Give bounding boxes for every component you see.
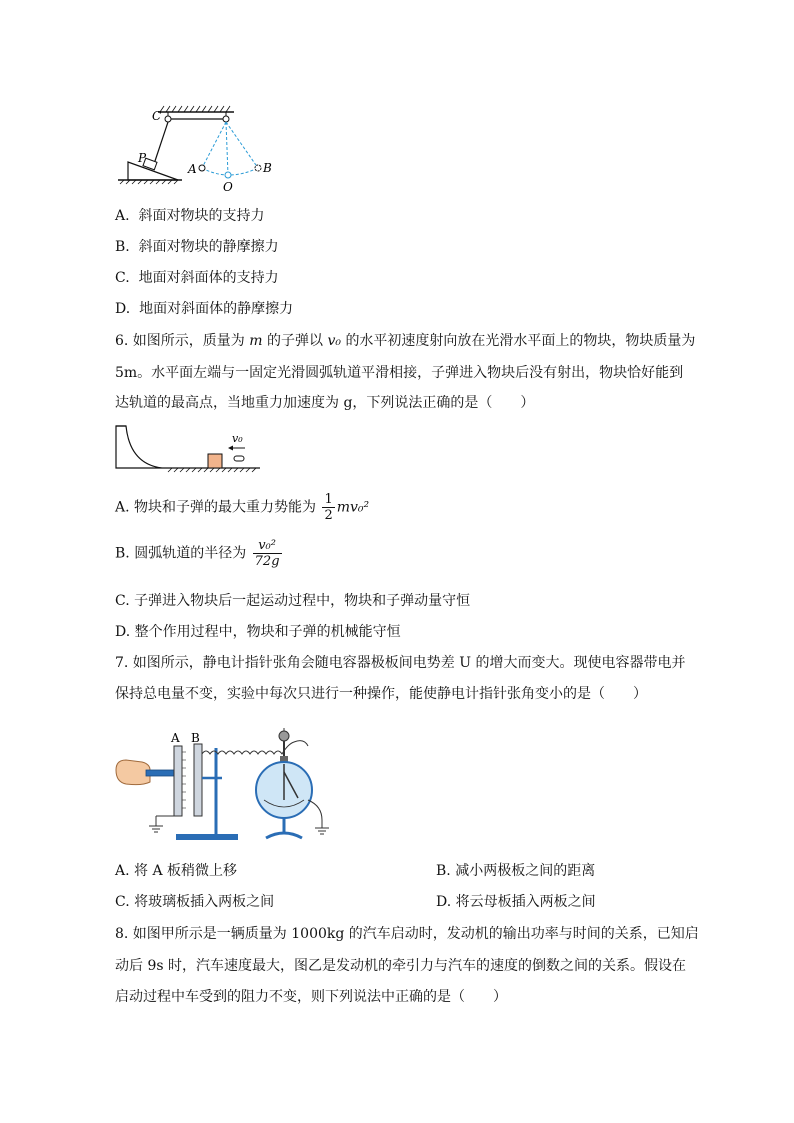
q8-stem-line2: 动后 9s 时，汽车速度最大，图乙是发动机的牵引力与汽车的速度的倒数之间的关系。假设在 xyxy=(115,958,686,974)
q6-option-a: A. 物块和子弹的最大重力势能为 $\frac{1}{2}$ mv₀² xyxy=(115,492,370,523)
pendulum-incline-figure xyxy=(110,100,290,195)
q7-option-d: D. 将云母板插入两板之间 xyxy=(436,894,596,910)
q5-option-d: D. 地面对斜面体的静摩擦力 xyxy=(115,301,294,317)
capacitor-electrometer-figure xyxy=(112,720,337,850)
plate-b-label: B xyxy=(191,731,200,745)
q5-option-b: B. 斜面对物块的静摩擦力 xyxy=(115,239,279,255)
label-b: B xyxy=(263,161,272,175)
q6-stem-line3: 达轨道的最高点，当地重力加速度为 g，下列说法正确的是（ ） xyxy=(115,395,535,411)
q7-option-c: C. 将玻璃板插入两板之间 xyxy=(115,894,275,910)
label-c: C xyxy=(152,109,162,123)
fraction-half: $\frac{1}{2}$ xyxy=(324,492,333,523)
q5-option-c: C. 地面对斜面体的支持力 xyxy=(115,270,279,286)
plate-a-label: A xyxy=(171,731,180,745)
velocity-label: v₀ xyxy=(232,432,243,445)
bullet-block-track-figure xyxy=(112,424,267,476)
q7-stem-line1: 7. 如图所示，静电计指针张角会随电容器极板间电势差 U 的增大而变大。现使电容器带电并 xyxy=(115,655,686,671)
q7-stem-line2: 保持总电量不变，实验中每次只进行一种操作，能使静电计指针张角变小的是（ ） xyxy=(115,686,647,702)
q6-option-d: D. 整个作用过程中，物块和子弹的机械能守恒 xyxy=(115,624,401,640)
q6-stem-line1: 6. 如图所示，质量为 m 的子弹以 v₀ 的水平初速度射向放在光滑水平面上的物块，物块质量为 xyxy=(115,333,696,349)
q8-stem-line1: 8. 如图甲所示是一辆质量为 1000kg 的汽车启动时，发动机的输出功率与时间的关系，已知启 xyxy=(115,926,699,942)
q8-stem-line3: 启动过程中车受到的阻力不变，则下列说法中正确的是（ ） xyxy=(115,989,507,1005)
q7-option-b: B. 减小两极板之间的距离 xyxy=(436,863,596,879)
label-a: A xyxy=(188,162,197,176)
fraction-radius: $\frac{\text{v₀²}}{72g}$ xyxy=(254,538,280,569)
label-o: O xyxy=(223,180,233,194)
q6-option-b: B. 圆弧轨道的半径为 $\frac{\text{v₀²}}{72g}$ xyxy=(115,538,280,569)
label-p: P xyxy=(138,151,147,165)
q5-option-a: A. 斜面对物块的支持力 xyxy=(115,208,265,224)
q7-option-a: A. 将 A 板稍微上移 xyxy=(115,863,238,879)
q6-stem-line2: 5m。水平面左端与一固定光滑圆弧轨道平滑相接，子弹进入物块后没有射出，物块恰好能到 xyxy=(115,365,684,381)
q6-option-c: C. 子弹进入物块后一起运动过程中，物块和子弹动量守恒 xyxy=(115,593,471,609)
